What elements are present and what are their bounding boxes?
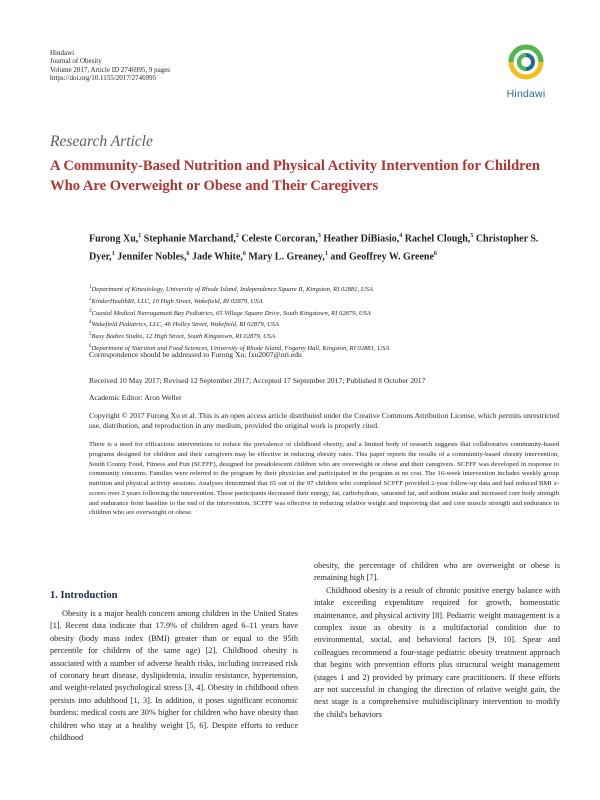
- journal-name: Journal of Obesity: [50, 57, 102, 66]
- author-name: Celeste Corcoran,: [241, 233, 318, 245]
- section-heading: 1. Introduction: [50, 590, 118, 601]
- author-name: Jennifer Nobles,: [117, 251, 187, 263]
- correspondence-line: Correspondence should be addressed to Furong Xu; fxu2007@uri.edu: [89, 350, 302, 359]
- affiliation-marker: 6: [242, 250, 246, 257]
- author-name: Rachel Clough,: [404, 233, 471, 245]
- academic-editor: Academic Editor: Aron Weller: [89, 393, 182, 402]
- affiliation-item: [89, 307, 559, 319]
- article-title: A Community-Based Nutrition and Physical Activity Intervention for Children Who Are Overweight or Obese and Their Caregivers: [50, 158, 540, 194]
- affiliation-text: Department of Nutrition and Food Sciences, University of Rhode Island, Fogarty Hall, Kingston, RI 02881, USA: [91, 345, 390, 353]
- intro-paragraph-continuation: obesity, the percentage of children who are overweight or obese is remaining high [7].: [314, 561, 560, 583]
- journal-info: [50, 49, 170, 83]
- affiliation-list: [89, 283, 559, 354]
- hindawi-logo-icon: [504, 43, 548, 89]
- affiliation-number: 2: [89, 296, 92, 302]
- author-name: Furong Xu,: [89, 233, 139, 245]
- author-name: Jade White,: [191, 251, 243, 263]
- affiliation-marker: 6: [433, 250, 437, 257]
- author-list: [89, 229, 559, 265]
- right-column: [314, 560, 560, 721]
- affiliation-marker: 1: [324, 250, 328, 257]
- author-name: and Geoffrey W. Greene: [330, 251, 434, 263]
- abstract-text: There is a need for efficacious interventions to reduce the prevalence of childhood obesity, and a limited body of research suggests that collaborative community-based programs designed for children and their caregivers may be effective in reducing obesity rates. This paper reports the results of a community-based obesity intervention, South County Food, Fitness and Fun (SCFFF), designed for preadolescent children who are overweight or obese and their caregivers. SCFFF was developed in response to community concerns. Families were referred to the program by their physician and participated in the program at no cost. The 16-week intervention includes weekly group nutrition and physical activity sessions. Analyses determined that 65 out of the 97 children who completed SCFFF provided 2-year follow-up data and had reduced BMI z-scores over 2 years following the intervention. These participants decreased their energy, fat, carbohydrate, saturated fat, and sodium intake and increased core body strength and endurance from baseline to the end of the intervention. SCFFF was effective in reducing relative weight and improving diet and core muscle strength and endurance in children who are overweight or obese.: [89, 441, 559, 517]
- author-name: Stephanie Marchand,: [143, 233, 236, 245]
- affiliation-text: Wakefield Pediatrics, LLC, 46 Holley Street, Wakefield, RI 02879, USA: [91, 321, 280, 329]
- publisher-name: Hindawi: [50, 49, 75, 57]
- copyright-notice: Copyright © 2017 Furong Xu et al. This is an open access article distributed under the Creative Commons Attribution License, which permits unrestricted use, distribution, and reproduction in any medium, provided the original work is properly cited.: [89, 411, 559, 431]
- affiliation-number: 5: [89, 332, 92, 338]
- hindawi-logo: [496, 43, 556, 105]
- author-name: Mary L. Greaney,: [248, 251, 325, 263]
- affiliation-marker: 4: [399, 233, 403, 239]
- intro-paragraph-2: Childhood obesity is a result of chronic positive energy balance with intake exceeding expenditure required for growth, homeostatic maintenance, and physical activity [8]. Pediatric weight management is a complex issue as obesity is a multifactorial condition due to environmental, social, and behavioral factors [9, 10]. Spear and colleagues recommend a four-stage pediatric obesity treatment approach that begins with prevention efforts plus structural weight management (stages 1 and 2) provided by primary care practitioners. If these efforts are not successful in changing the direction of relative weight gain, the next stage is a comprehensive multidisciplinary intervention to modify the child's behaviors: [314, 585, 560, 719]
- affiliation-text: Department of Kinesiology, University of Rhode Island, Independence Square II, Kingston, RI 02881, USA: [91, 286, 373, 294]
- logo-wordmark: Hindawi: [506, 88, 546, 100]
- affiliation-text: Coastal Medical Narragansett Bay Pediatrics, 65 Village Square Drive, South Kingstown, RI 02879, USA: [91, 309, 371, 317]
- affiliation-text: Busy Bodies Studio, 12 High Street, South Kingstown, RI 02879, USA: [91, 333, 276, 341]
- article-type: Research Article: [50, 133, 153, 150]
- volume-info: Volume 2017, Article ID 2746995, 9 pages: [50, 65, 171, 74]
- affiliation-number: 3: [89, 308, 92, 314]
- author-name: Heather DiBiasio,: [323, 233, 400, 245]
- affiliation-marker: 6: [186, 250, 190, 257]
- affiliation-number: 4: [89, 320, 92, 326]
- publication-dates: Received 10 May 2017; Revised 12 September 2017; Accepted 17 September 2017; Published 8 October 2017: [89, 376, 426, 385]
- affiliation-text: KinderHealthRI, LLC, 10 High Street, Wakefield, RI 02879, USA: [91, 297, 263, 305]
- affiliation-marker: 1: [111, 250, 115, 257]
- intro-paragraph-left: [50, 608, 298, 744]
- affiliation-number: 1: [89, 285, 92, 290]
- left-column: [50, 590, 298, 744]
- affiliation-number: 6: [89, 343, 92, 349]
- affiliation-item: [89, 283, 559, 295]
- affiliation-marker: 2: [235, 233, 239, 239]
- doi-link[interactable]: https://doi.org/10.1155/2017/2746995: [50, 74, 157, 83]
- affiliation-item: [89, 330, 559, 342]
- affiliation-item: [89, 295, 559, 307]
- affiliation-marker: 3: [317, 233, 321, 239]
- affiliation-marker: 5: [470, 233, 474, 239]
- affiliation-item: [89, 318, 559, 330]
- intro-paragraph-1: Obesity is a major health concern among children in the United States [1]. Recent data indicate that 17.9% of children aged 6–11 years have obesity (body mass index (BMI) greater than or equal to the 95th percentile for children of the same age) [2]. Childhood obesity is associated with a number of adverse health risks, including increased risk of coronary heart disease, dyslipidemia, insulin resistance, hypertension, and weight-related psychological stress [3, 4]. Obesity in childhood often persists into adulthood [1, 3]. In addition, it poses significant economic burdens: medical costs are 30% higher for children who have obesity than children who stay at a healthy weight [5, 6]. Despite efforts to reduce childhood: [50, 609, 298, 743]
- author-name: Christopher S. Dyer,: [89, 233, 539, 263]
- affiliation-marker: 1: [138, 233, 142, 239]
- intro-paragraph-right: [314, 560, 560, 721]
